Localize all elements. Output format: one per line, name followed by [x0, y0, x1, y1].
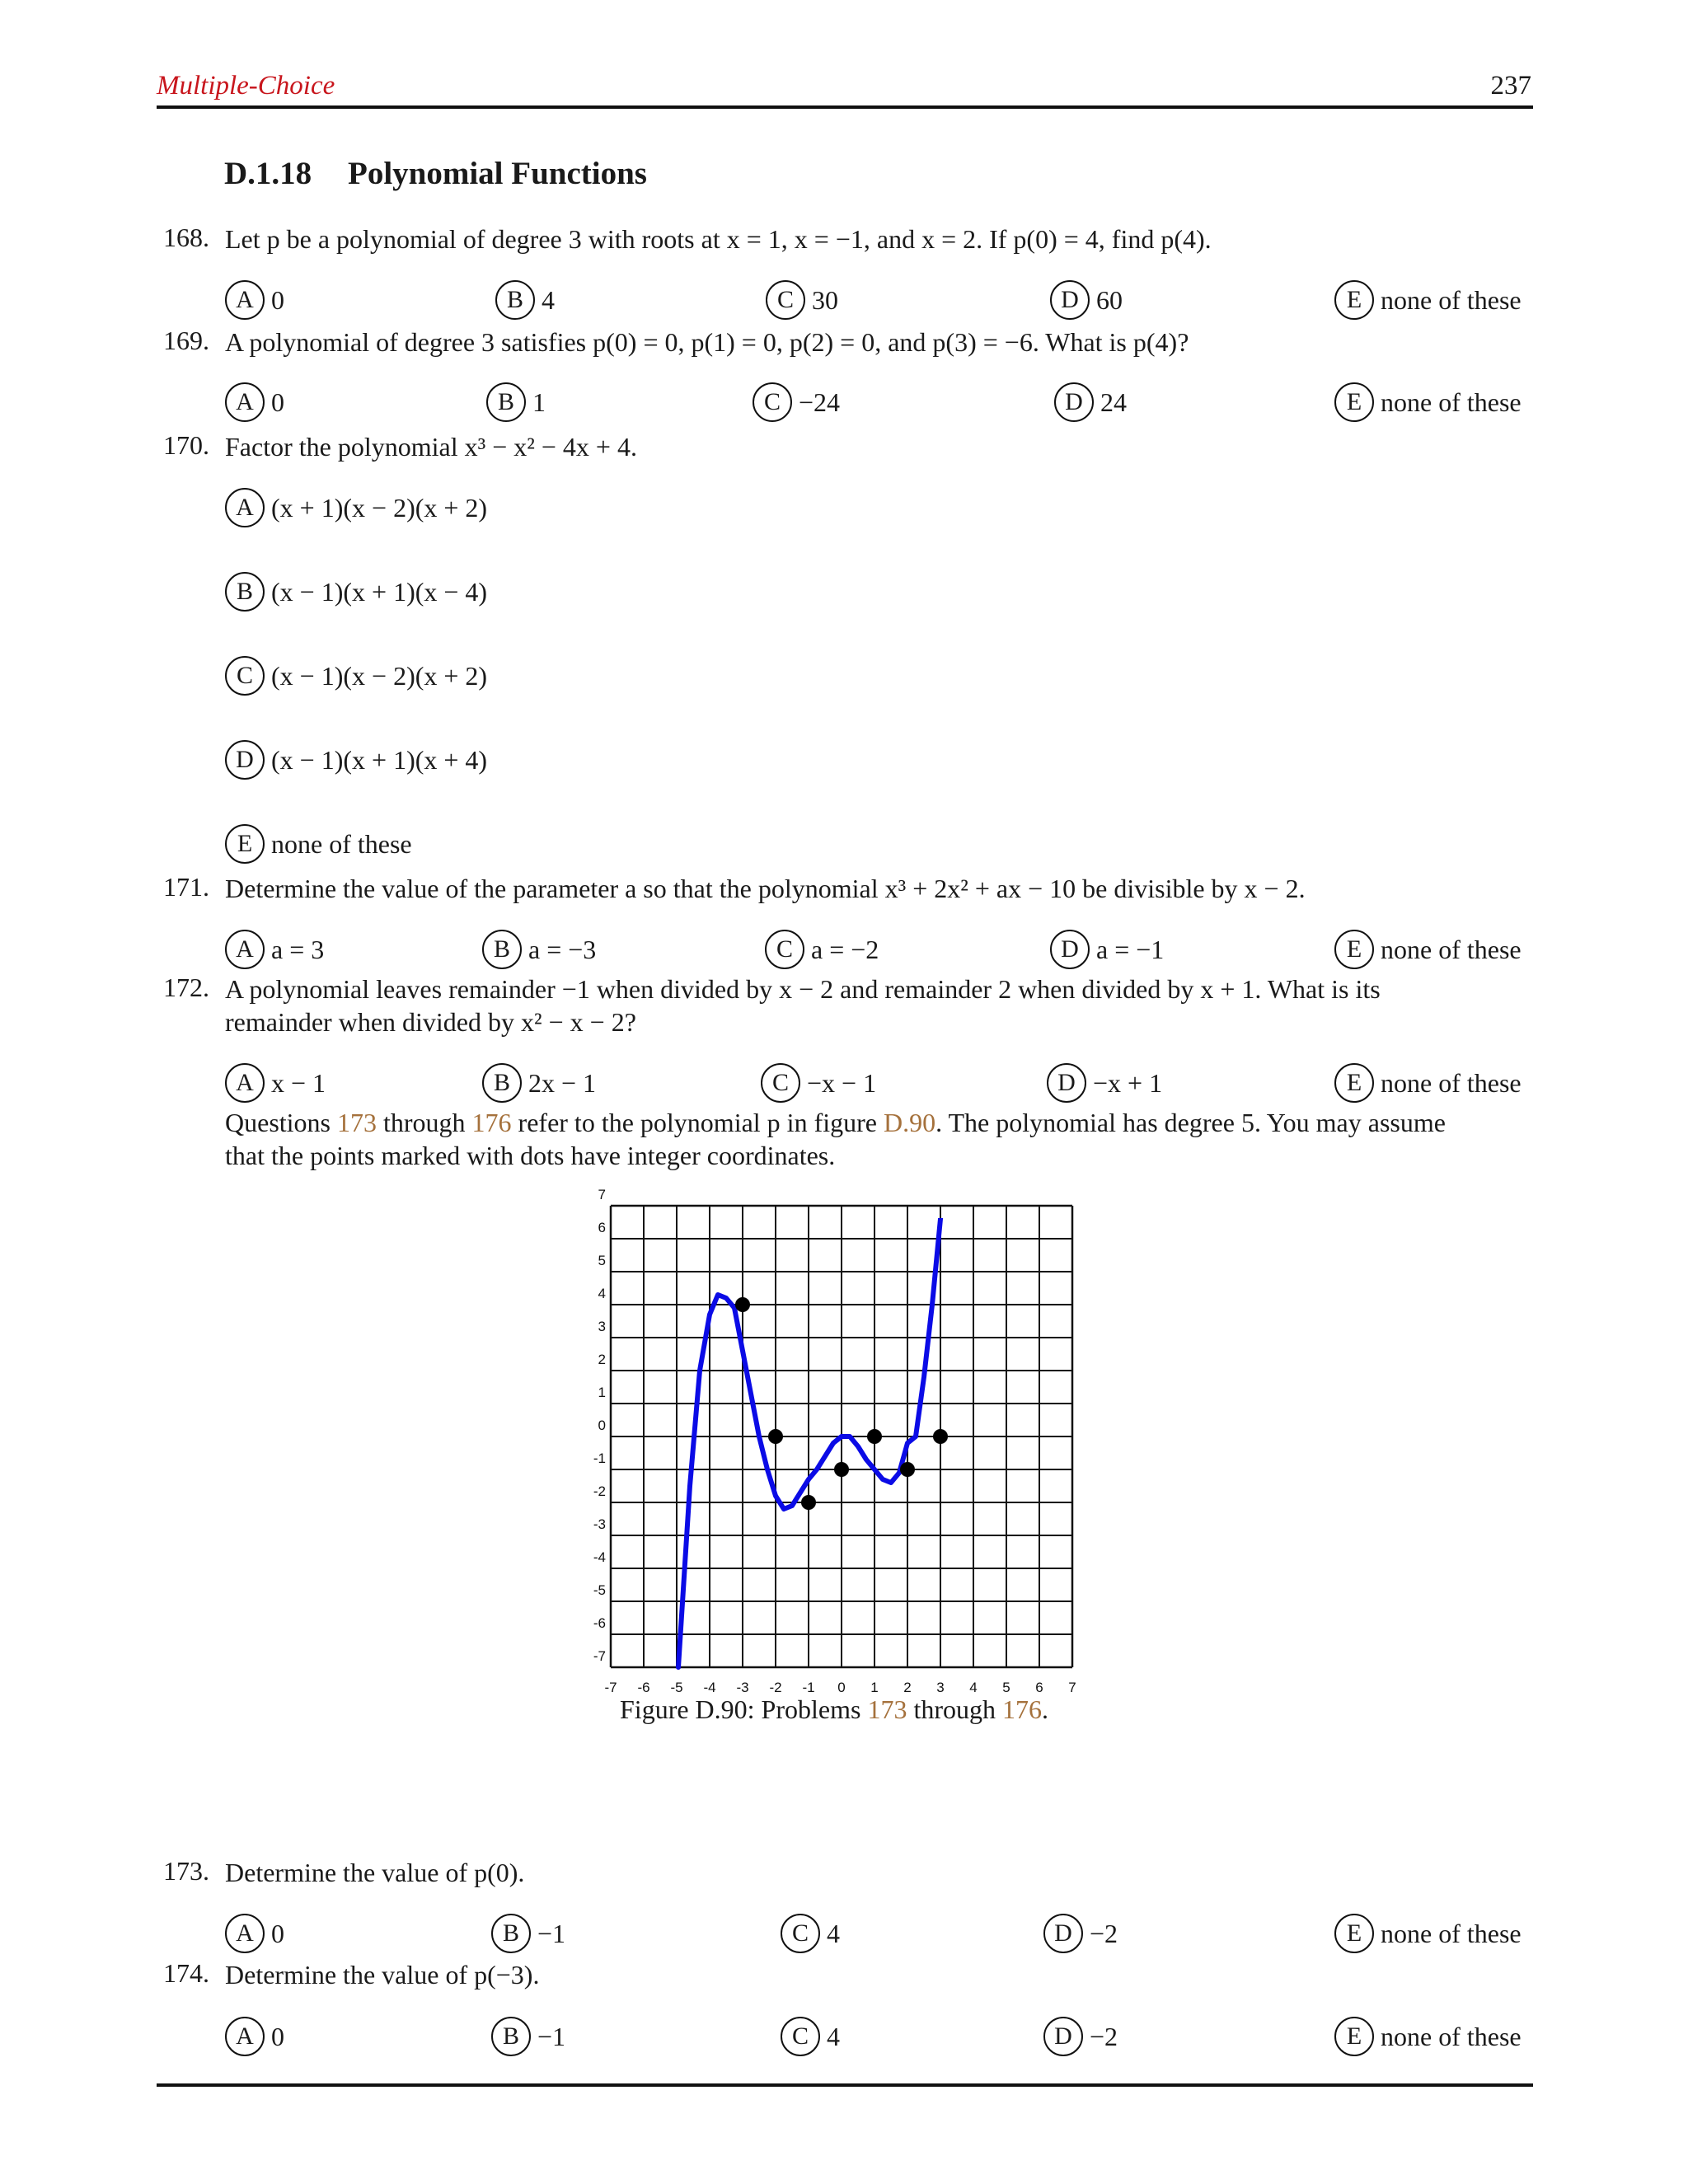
polynomial-graph	[577, 1177, 1104, 1696]
choice-letter-circle: A	[225, 930, 265, 969]
choice-text: a = −2	[811, 934, 879, 964]
question-text: Determine the value of p(−3).	[225, 1960, 540, 1990]
choice-b-q172[interactable]	[482, 1063, 596, 1103]
choice-c-q169[interactable]	[753, 382, 840, 422]
choice-text: 0	[271, 2021, 284, 2051]
y-tick-label: -7	[593, 1648, 606, 1664]
choice-letter-circle: A	[225, 1063, 265, 1103]
choice-text: 2x − 1	[528, 1067, 597, 1098]
footer-rule	[157, 2083, 1533, 2087]
choice-letter-circle: A	[225, 488, 265, 527]
choice-d-q173[interactable]	[1043, 1914, 1118, 1953]
x-tick-label: -7	[604, 1680, 617, 1695]
choice-text: −24	[799, 387, 841, 417]
choice-e-q170[interactable]	[225, 824, 412, 864]
choice-letter-circle: E	[1334, 1063, 1374, 1103]
x-tick-label: -2	[769, 1680, 782, 1695]
question-text: Let p be a polynomial of degree 3 with roots at x = 1, x = −1, and x = 2. If p(0) = 4, find p(4).	[225, 224, 1212, 254]
choice-letter-circle: C	[781, 1914, 820, 1953]
y-tick-label: 3	[598, 1319, 606, 1334]
choice-text: x − 1	[271, 1067, 326, 1098]
curve-point	[768, 1429, 783, 1444]
choice-letter-circle: A	[225, 280, 265, 320]
x-tick-label: 5	[1002, 1680, 1010, 1695]
choice-text: none of these	[1381, 284, 1522, 315]
choice-letter-circle: B	[491, 2017, 531, 2056]
choice-text: none of these	[1381, 387, 1522, 417]
choice-text: a = −1	[1096, 934, 1165, 964]
section-heading	[224, 155, 647, 192]
choice-a-q169[interactable]	[225, 382, 284, 422]
choice-text: 0	[271, 387, 284, 417]
running-header-section: Multiple-Choice	[157, 71, 335, 101]
question-text: A polynomial leaves remainder −1 when divided by x − 2 and remainder 2 when divided by x + 1. What is its	[225, 974, 1381, 1004]
curve-point	[834, 1462, 849, 1477]
y-tick-label: 4	[598, 1286, 606, 1301]
choice-b-q168[interactable]	[495, 280, 555, 320]
choice-letter-circle: A	[225, 382, 265, 422]
curve-point	[735, 1297, 750, 1312]
caption-text: .	[1041, 1694, 1048, 1724]
y-tick-label: 2	[598, 1352, 606, 1367]
y-tick-label: 0	[598, 1418, 606, 1433]
choice-letter-circle: B	[486, 382, 526, 422]
intro-text: that the points marked with dots have integer coordinates.	[225, 1141, 836, 1170]
y-tick-label: 6	[598, 1220, 606, 1235]
x-tick-label: -3	[736, 1680, 749, 1695]
choice-letter-circle: B	[495, 280, 535, 320]
question-number: 172.	[163, 972, 209, 1002]
ref-link-176[interactable]: 176	[471, 1108, 512, 1137]
intro-text: through	[377, 1108, 472, 1137]
choice-c-q168[interactable]	[766, 280, 838, 320]
y-tick-label: -4	[593, 1549, 606, 1565]
choice-text: 4	[827, 1918, 840, 1948]
choice-c-q172[interactable]	[761, 1063, 876, 1103]
choice-letter-circle: E	[225, 824, 265, 864]
choice-text: −1	[537, 2021, 566, 2051]
choice-text: 0	[271, 284, 284, 315]
choice-text: 0	[271, 1918, 284, 1948]
x-tick-label: 4	[969, 1680, 978, 1695]
question-text: Factor the polynomial x³ − x² − 4x + 4.	[225, 432, 637, 462]
choice-letter-circle: E	[1334, 280, 1374, 320]
x-tick-label: 3	[936, 1680, 945, 1695]
choice-text: −x + 1	[1093, 1067, 1163, 1098]
choice-c-q174[interactable]	[781, 2017, 840, 2056]
y-tick-label: 7	[598, 1187, 606, 1202]
y-tick-label: -6	[593, 1615, 606, 1631]
choice-letter-circle: D	[1050, 930, 1090, 969]
choice-letter-circle: A	[225, 1914, 265, 1953]
choice-d-q168[interactable]	[1050, 280, 1123, 320]
ref-link-173[interactable]: 173	[337, 1108, 377, 1137]
choice-b-q171[interactable]	[482, 930, 596, 969]
choice-d-q169[interactable]	[1054, 382, 1127, 422]
choice-letter-circle: E	[1334, 2017, 1374, 2056]
choice-d-q172[interactable]	[1047, 1063, 1162, 1103]
choice-e-q174[interactable]	[1334, 2017, 1522, 2056]
y-tick-label: -3	[593, 1516, 606, 1532]
x-tick-label: 7	[1068, 1680, 1076, 1695]
intro-text: Questions	[225, 1108, 337, 1137]
question-text: A polynomial of degree 3 satisfies p(0) = 0, p(1) = 0, p(2) = 0, and p(3) = −6. What is p(4)?	[225, 327, 1189, 357]
choice-b-q173[interactable]	[491, 1914, 565, 1953]
question-text: Determine the value of p(0).	[225, 1858, 525, 1887]
choice-b-q170[interactable]	[225, 572, 487, 612]
x-tick-label: 2	[903, 1680, 912, 1695]
choice-e-q169[interactable]	[1334, 382, 1522, 422]
section-title: Polynomial Functions	[348, 156, 647, 191]
figure-caption	[620, 1694, 1048, 1725]
choice-c-q173[interactable]	[781, 1914, 840, 1953]
intro-text: . The polynomial has degree 5. You may assume	[935, 1108, 1446, 1137]
y-tick-label: -1	[593, 1451, 606, 1466]
choice-b-q169[interactable]	[486, 382, 546, 422]
x-tick-label: -4	[703, 1680, 716, 1695]
choice-letter-circle: C	[761, 1063, 800, 1103]
choice-a-q171[interactable]	[225, 930, 324, 969]
choice-text: (x − 1)(x − 2)(x + 2)	[271, 660, 488, 691]
choice-letter-circle: A	[225, 2017, 265, 2056]
choice-letter-circle: E	[1334, 1914, 1374, 1953]
choice-c-q170[interactable]	[225, 656, 487, 696]
curve-point	[867, 1429, 882, 1444]
question-number: 168.	[163, 223, 209, 252]
choice-a-q173[interactable]	[225, 1914, 284, 1953]
choice-text: none of these	[1381, 934, 1522, 964]
curve-point	[801, 1495, 816, 1510]
page-number: 237	[1490, 71, 1531, 101]
choice-letter-circle: C	[225, 656, 265, 696]
choice-text: 30	[812, 284, 838, 315]
section-number: D.1.18	[224, 156, 312, 191]
caption-ref-176[interactable]: 176	[1001, 1694, 1042, 1724]
x-tick-label: -5	[670, 1680, 683, 1695]
choice-letter-circle: C	[781, 2017, 820, 2056]
curve-point	[900, 1462, 915, 1477]
choice-a-q170[interactable]	[225, 488, 487, 527]
question-number: 169.	[163, 326, 209, 355]
x-tick-label: 6	[1035, 1680, 1043, 1695]
choice-letter-circle: B	[225, 572, 265, 612]
ref-link-figure[interactable]: D.90	[883, 1108, 936, 1137]
choice-letter-circle: B	[491, 1914, 531, 1953]
choice-text: 1	[532, 387, 546, 417]
figure-intro	[225, 1106, 1519, 1172]
x-tick-label: 1	[870, 1680, 879, 1695]
y-tick-label: -5	[593, 1582, 606, 1598]
question-text: Determine the value of the parameter a so that the polynomial x³ + 2x² + ax − 10 be divisible by x − 2.	[225, 874, 1306, 903]
choice-a-q168[interactable]	[225, 280, 284, 320]
choice-e-q171[interactable]	[1334, 930, 1522, 969]
choice-letter-circle: E	[1334, 382, 1374, 422]
choice-text: 24	[1100, 387, 1127, 417]
caption-ref-173[interactable]: 173	[867, 1694, 907, 1724]
choice-text: −2	[1090, 2021, 1118, 2051]
choice-text: none of these	[1381, 2021, 1522, 2051]
choice-d-q171[interactable]	[1050, 930, 1164, 969]
choice-letter-circle: D	[1054, 382, 1094, 422]
choice-letter-circle: D	[1050, 280, 1090, 320]
choice-letter-circle: D	[1047, 1063, 1086, 1103]
curve-point	[933, 1429, 948, 1444]
question-number: 173.	[163, 1856, 209, 1886]
choice-a-q174[interactable]	[225, 2017, 284, 2056]
choice-e-q168[interactable]	[1334, 280, 1522, 320]
choice-d-q174[interactable]	[1043, 2017, 1118, 2056]
choice-text: (x + 1)(x − 2)(x + 2)	[271, 492, 488, 523]
choice-letter-circle: D	[1043, 2017, 1083, 2056]
choice-letter-circle: C	[753, 382, 792, 422]
caption-text: through	[907, 1694, 1002, 1724]
choice-text: −x − 1	[807, 1067, 877, 1098]
choice-e-q173[interactable]	[1334, 1914, 1522, 1953]
choice-d-q170[interactable]	[225, 740, 487, 780]
x-tick-label: -1	[802, 1680, 815, 1695]
choice-text: (x − 1)(x + 1)(x − 4)	[271, 576, 488, 607]
choice-letter-circle: B	[482, 1063, 522, 1103]
y-tick-label: 1	[598, 1385, 606, 1400]
choice-text: −1	[537, 1918, 566, 1948]
choice-c-q171[interactable]	[765, 930, 879, 969]
choice-e-q172[interactable]	[1334, 1063, 1522, 1103]
choice-text: a = −3	[528, 934, 597, 964]
choice-b-q174[interactable]	[491, 2017, 565, 2056]
choice-a-q172[interactable]	[225, 1063, 326, 1103]
caption-text: Figure D.90: Problems	[620, 1694, 868, 1724]
choice-text: a = 3	[271, 934, 325, 964]
x-tick-label: -6	[637, 1680, 650, 1695]
question-number: 170.	[163, 430, 209, 460]
y-tick-label: 5	[598, 1253, 606, 1268]
choice-letter-circle: E	[1334, 930, 1374, 969]
choice-text: (x − 1)(x + 1)(x + 4)	[271, 744, 488, 775]
question-number: 171.	[163, 872, 209, 902]
choice-text: 4	[542, 284, 555, 315]
choice-letter-circle: C	[766, 280, 805, 320]
choice-letter-circle: D	[225, 740, 265, 780]
choice-text: 60	[1096, 284, 1123, 315]
y-tick-label: -2	[593, 1483, 606, 1499]
choice-letter-circle: D	[1043, 1914, 1083, 1953]
question-number: 174.	[163, 1958, 209, 1988]
choice-text: none of these	[1381, 1067, 1522, 1098]
header-rule	[157, 105, 1533, 109]
choice-letter-circle: C	[765, 930, 804, 969]
series-curve-p	[678, 1177, 957, 1667]
x-tick-label: 0	[837, 1680, 846, 1695]
choice-text: −2	[1090, 1918, 1118, 1948]
intro-text: refer to the polynomial p in figure	[511, 1108, 884, 1137]
choice-text: none of these	[271, 828, 412, 859]
question-text: remainder when divided by x² − x − 2?	[225, 1007, 636, 1037]
choice-letter-circle: B	[482, 930, 522, 969]
choice-text: 4	[827, 2021, 840, 2051]
choice-text: none of these	[1381, 1918, 1522, 1948]
